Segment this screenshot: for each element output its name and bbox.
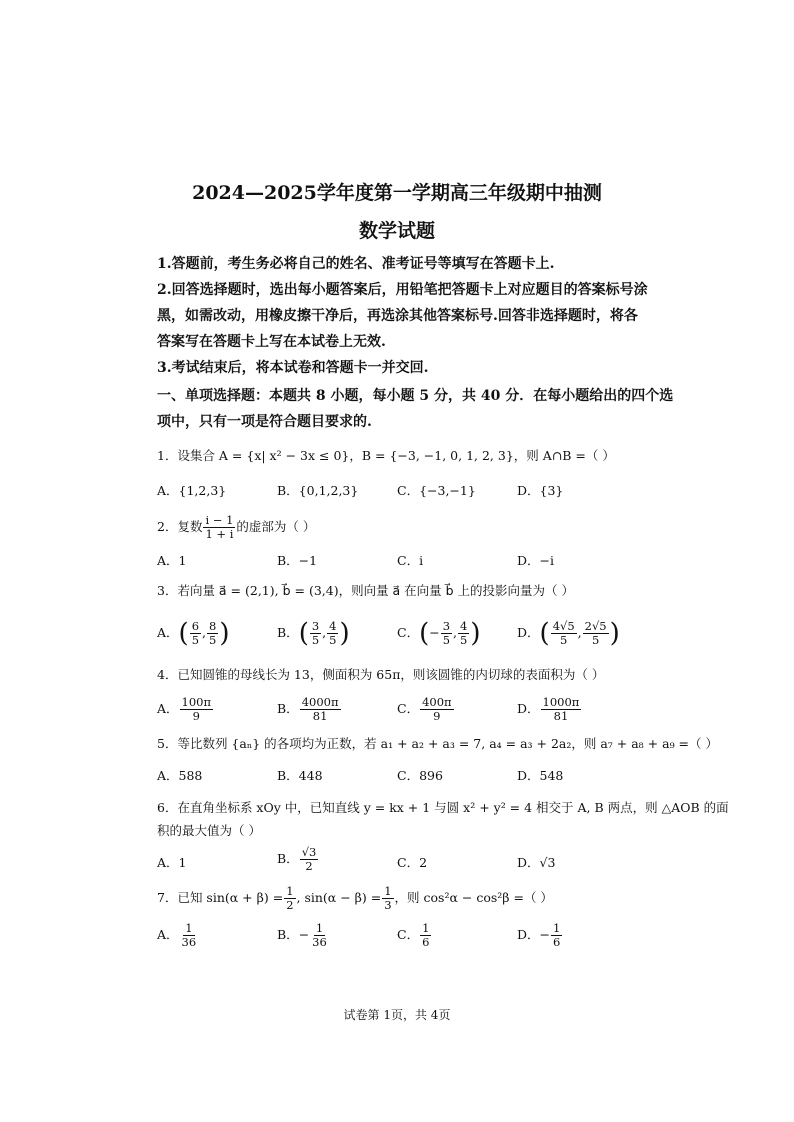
- numerator: 3: [311, 619, 320, 633]
- fraction: [551, 922, 562, 949]
- denominator: 2: [286, 898, 294, 912]
- fraction: [310, 620, 321, 647]
- denominator: 5: [329, 633, 337, 647]
- question-1-option-b: B．{0,1,2,3}: [277, 483, 359, 498]
- numerator: 4000π: [301, 695, 339, 709]
- question-2-stem: [157, 514, 315, 541]
- option-label: C．: [397, 927, 420, 942]
- question-7-option-d: [517, 922, 563, 949]
- denominator: 9: [433, 709, 441, 723]
- fraction: [284, 885, 295, 912]
- question-2-option-d: D．−i: [517, 553, 554, 568]
- fraction: [583, 620, 609, 647]
- option-label: B．: [277, 701, 299, 716]
- minus-sign: −: [539, 927, 551, 942]
- question-2-suffix: 的虚部为（ ）: [236, 519, 316, 534]
- question-3-option-d: D．( $\frac{4√5}{5}$ , $\frac{2√5}{5}$ ): [517, 618, 620, 649]
- option-label: A．: [157, 855, 179, 870]
- question-7-stem: [157, 885, 553, 912]
- numerator: 1: [286, 884, 294, 898]
- numerator: 4: [460, 619, 468, 633]
- minus-sign: −: [429, 625, 440, 640]
- numerator: √3: [301, 845, 317, 859]
- question-4-option-d: [517, 696, 582, 723]
- left-paren: (: [419, 618, 430, 649]
- denominator: 6: [553, 935, 561, 949]
- question-1-stem: 1．设集合 A = {x| x² − 3x ≤ 0}，B = {−3, −1, 0, 1, 2, 3}，则 A∩B =（ ）: [157, 448, 615, 463]
- denominator: 36: [312, 935, 327, 949]
- instruction-2c: 答案写在答题卡上写在本试卷上无效.: [157, 334, 386, 350]
- left-paren: (: [178, 618, 189, 649]
- question-6-option-d: [517, 852, 555, 874]
- option-value: 1: [178, 855, 187, 870]
- exam-title: 2024—2025学年度第一学期高三年级期中抽测: [192, 182, 602, 204]
- question-6-option-b: [277, 846, 319, 873]
- denominator: 81: [553, 709, 569, 723]
- fraction: [458, 620, 469, 647]
- section-heading-a: 一、单项选择题：本题共 8 小题，每小题 5 分，共 40 分．在每小题给出的四个选: [157, 388, 674, 404]
- numerator: 2√5: [584, 619, 607, 633]
- question-5-stem: 5．等比数列 {aₙ} 的各项均为正数，若 a₁ + a₂ + a₃ = 7, a₄ = a₃ + 2a₂，则 a₇ + a₈ + a₉ =（ ）: [157, 736, 718, 751]
- right-paren: ): [609, 618, 620, 649]
- fraction: [441, 620, 452, 647]
- question-3-option-c: C．(− $\frac{3}{5}$ , $\frac{4}{5}$ ): [397, 618, 481, 649]
- question-3-label-b: B．: [277, 625, 299, 640]
- question-4-option-c: [397, 696, 455, 723]
- denominator: 3: [384, 898, 392, 912]
- fraction: [310, 922, 329, 949]
- question-6-option-a: [157, 852, 186, 874]
- denominator: 5: [209, 633, 217, 647]
- denominator: 5: [311, 633, 320, 647]
- numerator: 1: [422, 921, 430, 935]
- fraction: [327, 620, 338, 647]
- numerator: 3: [442, 619, 451, 633]
- denominator: 36: [181, 935, 197, 949]
- instruction-3: 3.考试结束后，将本试卷和答题卡一并交回.: [157, 360, 429, 376]
- right-paren: ): [470, 618, 481, 649]
- fraction: [190, 620, 201, 647]
- question-5-option-c: C．896: [397, 768, 443, 783]
- question-6-stem-line-1: 6．在直角坐标系 xOy 中，已知直线 y = kx + 1 与圆 x² + y² = 4 相交于 A, B 两点，则 △AOB 的面: [157, 800, 729, 815]
- denominator: 9: [192, 709, 200, 723]
- question-2-option-c: C．i: [397, 553, 424, 568]
- question-2-denominator: 1 + i: [205, 527, 234, 541]
- page-footer: 试卷第 1页，共 4页: [343, 1008, 451, 1022]
- question-2-option-a: A．1: [157, 553, 187, 568]
- numerator: 1: [553, 921, 561, 935]
- numerator: 1: [185, 921, 193, 935]
- option-label: A．: [157, 927, 179, 942]
- question-3-option-b: B．( $\frac{3}{5}$ , $\frac{4}{5}$ ): [277, 618, 350, 649]
- numerator: 1: [315, 921, 324, 935]
- option-label: C．: [397, 855, 420, 870]
- fraction: [300, 696, 341, 723]
- question-7-prefix: 7．已知 sin(α + β) =: [157, 890, 284, 905]
- numerator: 100π: [181, 695, 212, 709]
- numerator: 6: [191, 619, 200, 633]
- instruction-2a: 2.回答选择题时，选出每小题答案后，用铅笔把答题卡上对应题目的答案标号涂: [157, 282, 648, 298]
- question-2-option-b: B．−1: [277, 553, 318, 568]
- fraction: [541, 696, 582, 723]
- denominator: 5: [191, 633, 200, 647]
- denominator: 5: [460, 633, 468, 647]
- option-label: B．: [277, 927, 299, 942]
- fraction: [382, 885, 393, 912]
- option-label: D．: [517, 701, 540, 716]
- option-label: B．: [277, 851, 299, 866]
- question-3-stem: 3．若向量 a⃗ = (2,1), b⃗ = (3,4)，则向量 a⃗ 在向量 b⃗ 上的投影向量为（ ）: [157, 583, 575, 598]
- instruction-2b: 黑，如需改动，用橡皮擦干净后，再选涂其他答案标号.回答非选择题时，将各: [157, 308, 638, 324]
- numerator: 8: [209, 619, 217, 633]
- question-3-option-a: A．( $\frac{6}{5}$ , $\frac{8}{5}$ ): [157, 618, 230, 649]
- question-3-label-d: D．: [517, 625, 540, 640]
- question-2-prefix: 2．复数: [157, 519, 203, 534]
- fraction: [207, 620, 218, 647]
- denominator: 6: [422, 935, 430, 949]
- right-paren: ): [219, 618, 230, 649]
- question-5-option-d: D．548: [517, 768, 564, 783]
- option-label: D．: [517, 927, 540, 942]
- minus-sign: −: [298, 927, 310, 942]
- denominator: 5: [560, 633, 568, 647]
- question-5-option-b: B．448: [277, 768, 323, 783]
- question-4-option-b: [277, 696, 342, 723]
- option-value: 2: [419, 855, 428, 870]
- question-2-numerator: i − 1: [205, 513, 234, 527]
- question-1-option-a: A．{1,2,3}: [157, 483, 227, 498]
- denominator: 5: [442, 633, 451, 647]
- question-7-middle: , sin(α − β) =: [296, 890, 382, 905]
- fraction: [420, 696, 454, 723]
- numerator: 4√5: [552, 619, 575, 633]
- question-4-option-a: [157, 696, 214, 723]
- question-6-stem-line-2: 积的最大值为（ ）: [157, 823, 261, 838]
- denominator: 2: [305, 859, 313, 873]
- question-5-option-a: A．588: [157, 768, 203, 783]
- denominator: 81: [312, 709, 328, 723]
- option-label: C．: [397, 701, 420, 716]
- question-1-option-d: D．{3}: [517, 483, 564, 498]
- option-value: √3: [539, 855, 556, 870]
- left-paren: (: [298, 618, 309, 649]
- left-paren: (: [539, 618, 550, 649]
- option-label: A．: [157, 701, 179, 716]
- question-6-option-c: [397, 852, 427, 874]
- fraction: [551, 620, 577, 647]
- question-3-label-a: A．: [157, 625, 179, 640]
- question-7-option-c: [397, 922, 432, 949]
- denominator: 5: [591, 633, 600, 647]
- right-paren: ): [339, 618, 350, 649]
- instruction-1: 1.答题前，考生务必将自己的姓名、准考证号等填写在答题卡上.: [157, 256, 555, 272]
- question-4-stem: 4．已知圆锥的母线长为 13，侧面积为 65π，则该圆锥的内切球的表面积为（ ）: [157, 667, 605, 682]
- numerator: 400π: [422, 695, 452, 709]
- fraction: [180, 922, 199, 949]
- question-7-suffix: ，则 cos²α − cos²β =（ ）: [394, 890, 553, 905]
- numerator: 1000π: [542, 695, 580, 709]
- fraction: [300, 846, 319, 873]
- question-7-option-a: [157, 922, 199, 949]
- exam-subject: 数学试题: [358, 220, 435, 242]
- question-2-fraction: [203, 514, 235, 541]
- question-3-label-c: C．: [397, 625, 420, 640]
- option-label: D．: [517, 855, 540, 870]
- fraction: [420, 922, 431, 949]
- numerator: 1: [384, 884, 392, 898]
- numerator: 4: [329, 619, 337, 633]
- section-heading-b: 项中，只有一项是符合题目要求的.: [157, 414, 372, 430]
- question-1-option-c: C．{−3,−1}: [397, 483, 476, 498]
- question-7-option-b: [277, 922, 330, 949]
- fraction: [180, 696, 214, 723]
